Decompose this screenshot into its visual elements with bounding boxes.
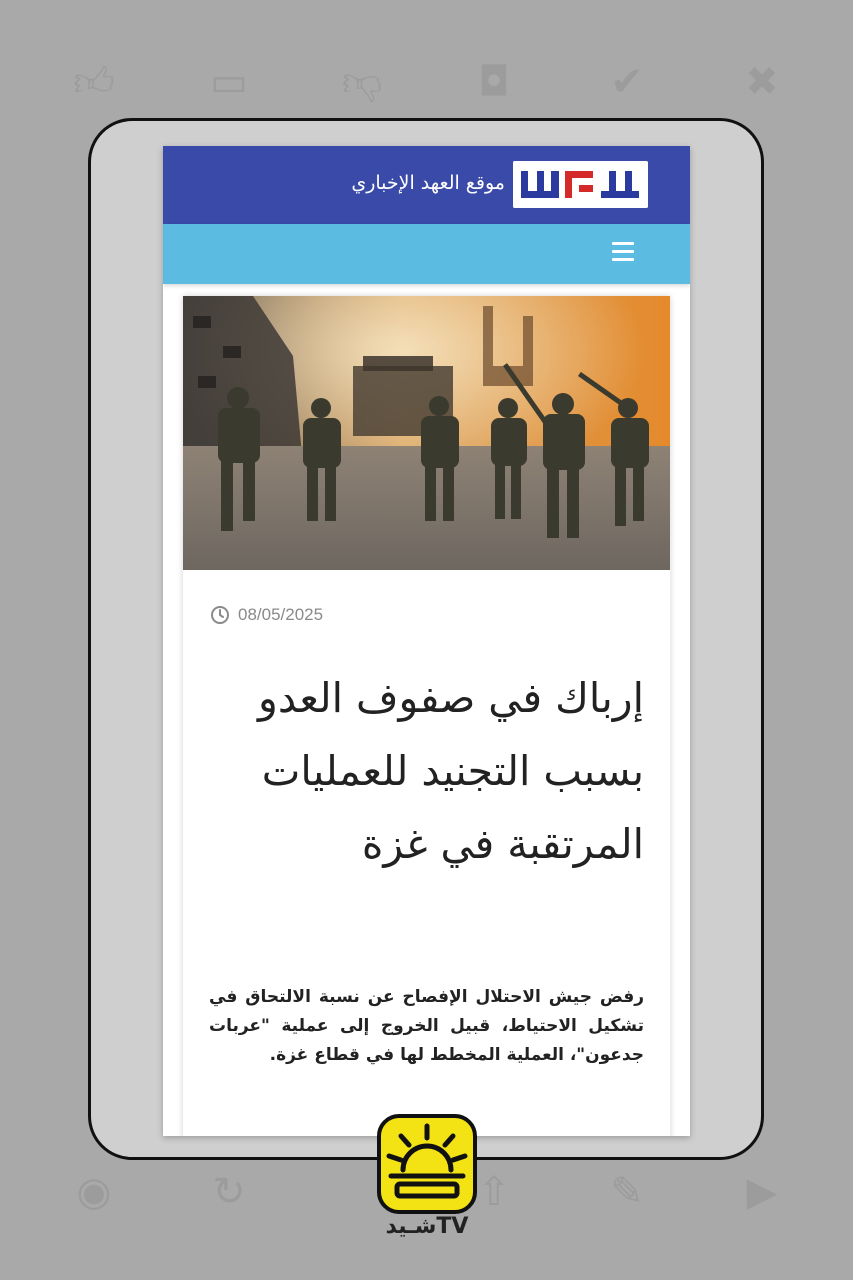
article-headline[interactable]: إرباك في صفوف العدو بسبب التجنيد للعمليات المرتقبة في غزة xyxy=(258,674,644,868)
article-summary: رفض جيش الاحتلال الإفصاح عن نسبة الالتحاق في تشكيل الاحتياط، قبيل الخروج إلى عملية "عربات جدعون"، العملية المخطط لها في قطاع غزة. xyxy=(209,987,644,1065)
logo-mark-icon xyxy=(513,161,648,208)
user-circle-icon: ◉ xyxy=(76,1169,112,1215)
watermark-brand-name: شـيدTV xyxy=(385,1214,469,1239)
thumbs-up-icon: 👍︎ xyxy=(73,59,115,105)
site-header xyxy=(163,146,690,224)
play-circle-icon: ▶ xyxy=(746,1169,778,1215)
phone-screen xyxy=(163,146,690,1136)
hamburger-menu-icon[interactable] xyxy=(612,242,634,262)
watermark-logo xyxy=(377,1114,477,1214)
site-name[interactable]: موقع العهد الإخباري xyxy=(351,172,505,194)
site-logo[interactable] xyxy=(513,161,648,208)
thumbs-down-icon: 👎︎ xyxy=(341,59,383,105)
navigation-bar xyxy=(163,224,690,284)
video-camera-icon: ▭ xyxy=(210,59,248,105)
close-circle-icon: ✖ xyxy=(745,59,779,105)
sun-logo-icon xyxy=(381,1118,473,1210)
check-circle-icon: ✔ xyxy=(610,59,644,105)
article-hero-image[interactable] xyxy=(183,296,670,570)
clock-icon xyxy=(210,605,230,625)
edit-icon: ✎ xyxy=(610,1169,644,1215)
camera-icon: ◘ xyxy=(478,59,510,105)
refresh-icon: ↻ xyxy=(212,1169,246,1215)
article-date xyxy=(210,603,323,627)
article-date-text: 08/05/2025 xyxy=(238,605,324,624)
upload-icon: ⇧ xyxy=(477,1169,511,1215)
article-card[interactable] xyxy=(183,296,670,1136)
